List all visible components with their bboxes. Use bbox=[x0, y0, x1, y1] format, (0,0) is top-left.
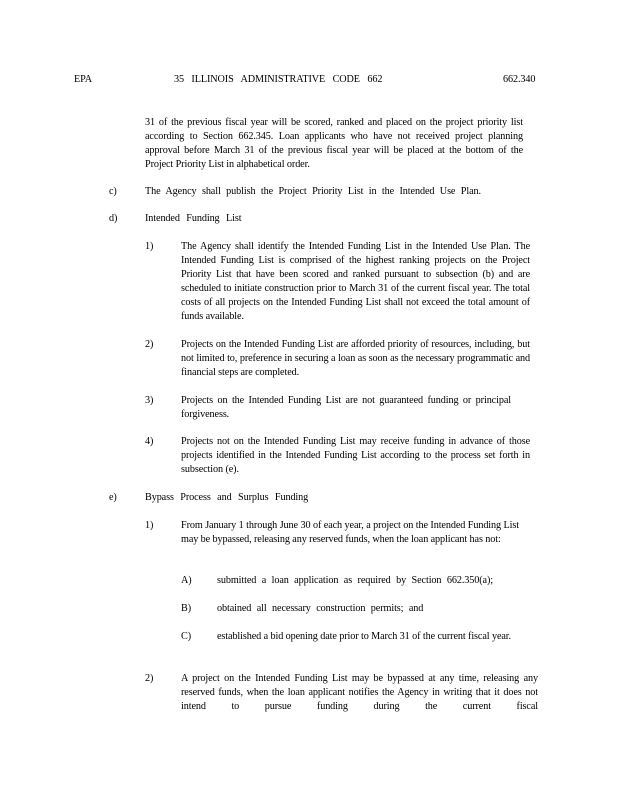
d-item-3-marker: 3) bbox=[145, 395, 154, 406]
d-item-2-text: Projects on the Intended Funding List are afforded priority of resources, including, but not limited to, preference in securing a loan as soon as the necessary programmatic and financial steps are completed. bbox=[181, 339, 530, 378]
header-code-title: 35 ILLINOIS ADMINISTRATIVE CODE 662 bbox=[174, 74, 383, 85]
subsection-c-marker: c) bbox=[109, 186, 117, 197]
d-item-4-marker: 4) bbox=[145, 436, 154, 447]
e-item-1-sub-c-text: established a bid opening date prior to March 31 of the current fiscal year. bbox=[217, 631, 511, 642]
subsection-e-marker: e) bbox=[109, 492, 117, 503]
e-item-1-sub-a-marker: A) bbox=[181, 575, 192, 586]
d-item-3-text: Projects on the Intended Funding List are not guaranteed funding or principal forgiveness. bbox=[181, 395, 511, 420]
e-item-1-sub-a-text: submitted a loan application as required by Section 662.350(a); bbox=[217, 575, 493, 586]
subsection-c-text: The Agency shall publish the Project Priority List in the Intended Use Plan. bbox=[145, 186, 481, 197]
subsection-e-title: Bypass Process and Surplus Funding bbox=[145, 492, 309, 503]
d-item-1-text: The Agency shall identify the Intended Funding List in the Intended Use Plan. The Intended Funding List is comprised of the highest ranking projects on the Project Priority List that have been scored and ranked pursuant to subsection (b) and are scheduled to initiate construction prior to March 31 of the current fiscal year. The total costs of all projects on the Intended Funding List shall not exceed the total amount of funds available. bbox=[181, 241, 530, 322]
subsection-d-marker: d) bbox=[109, 213, 118, 224]
header-agency: EPA bbox=[74, 74, 93, 85]
intro-paragraph: 31 of the previous fiscal year will be scored, ranked and placed on the project priority list according to Section 662.345. Loan applicants who have not received project planning approval before March 31 of the previous fiscal year will be placed at the bottom of the Project Priority List in alphabetical order. bbox=[145, 117, 523, 170]
e-item-1-sub-b-text: obtained all necessary construction permits; and bbox=[217, 603, 424, 614]
e-item-1-marker: 1) bbox=[145, 520, 154, 531]
e-item-1-sub-b-marker: B) bbox=[181, 603, 191, 614]
d-item-2-marker: 2) bbox=[145, 339, 154, 350]
e-item-2-marker: 2) bbox=[145, 673, 154, 684]
subsection-d-title: Intended Funding List bbox=[145, 213, 242, 224]
d-item-1-marker: 1) bbox=[145, 241, 154, 252]
e-item-1-sub-c-marker: C) bbox=[181, 631, 191, 642]
e-item-1-text: From January 1 through June 30 of each year, a project on the Intended Funding List may be bypassed, releasing any reserved funds, when the loan applicant has not: bbox=[181, 520, 519, 545]
header-section-number: 662.340 bbox=[503, 74, 536, 85]
d-item-4-text: Projects not on the Intended Funding List may receive funding in advance of those projects identified in the Intended Funding List according to the process set forth in subsection (e). bbox=[181, 436, 530, 475]
e-item-2-text: A project on the Intended Funding List may be bypassed at any time, releasing any reserved funds, when the loan applicant notifies the Agency in writing that it does not intend to pursue funding during the current fiscal bbox=[181, 673, 538, 712]
